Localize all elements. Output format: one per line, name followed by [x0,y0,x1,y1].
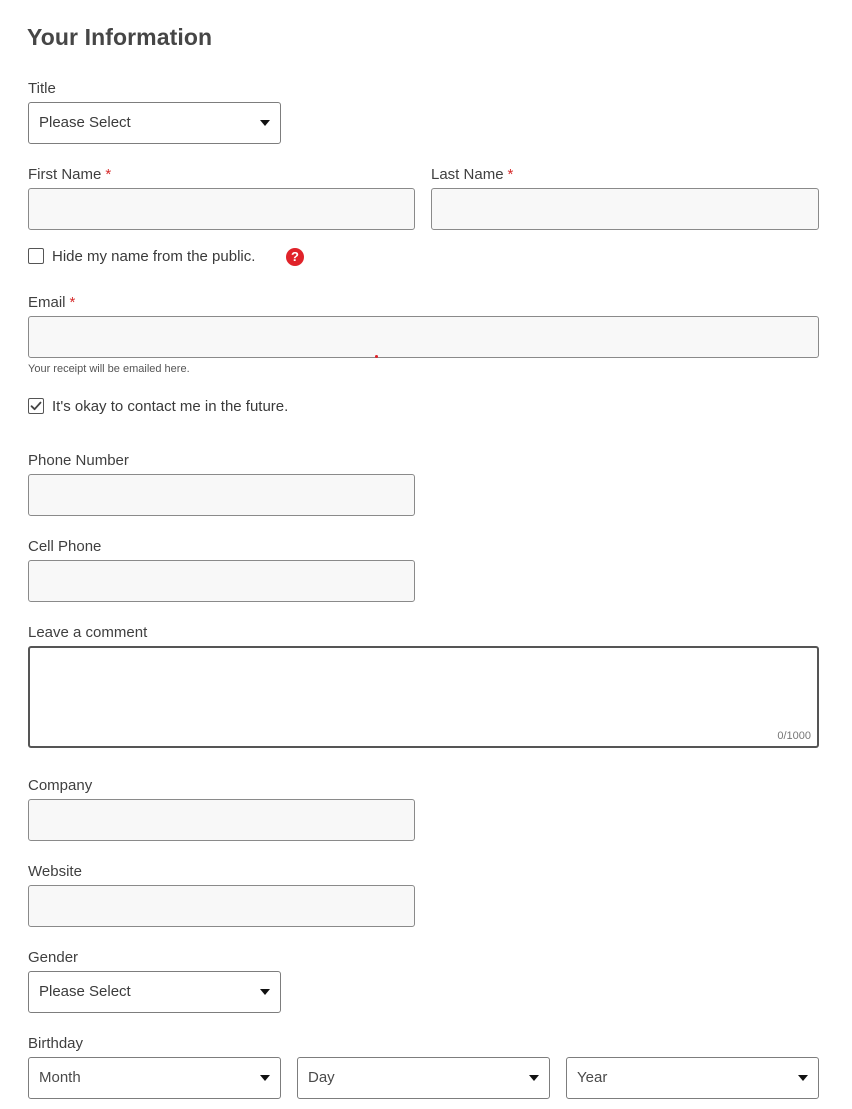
website-input[interactable] [28,885,415,927]
title-select[interactable] [28,102,281,144]
email-input[interactable] [28,316,819,358]
website-label: Website [28,863,82,880]
email-label [28,294,75,312]
comment-label: Leave a comment [28,624,148,641]
checkmark-icon [29,399,43,413]
birthday-month-value: Month [39,1069,81,1086]
first-name-label-text: First Name [28,166,102,183]
birthday-month-select[interactable] [28,1057,281,1099]
cell-label: Cell Phone [28,538,102,555]
first-name-label [28,166,111,184]
chevron-down-icon [798,1075,808,1081]
email-label-text: Email [28,294,66,311]
email-hint: Your receipt will be emailed here. [28,363,190,375]
comment-textarea[interactable] [28,646,819,748]
chevron-down-icon [260,989,270,995]
phone-label: Phone Number [28,452,129,469]
phone-input[interactable] [28,474,415,516]
title-label: Title [28,80,56,97]
gender-label: Gender [28,949,79,966]
birthday-day-value: Day [308,1069,335,1086]
birthday-year-value: Year [577,1069,608,1086]
gender-select-value: Please Select [39,983,131,1000]
comment-counter: 0/1000 [777,730,811,742]
required-marker: * [69,294,76,311]
gender-select[interactable] [28,971,281,1013]
company-input[interactable] [28,799,415,841]
last-name-label-text: Last Name [431,166,504,183]
chevron-down-icon [260,120,270,126]
hide-name-checkbox[interactable] [28,248,44,264]
title-select-value: Please Select [39,114,131,131]
company-label: Company [28,777,93,794]
last-name-input[interactable] [431,188,819,230]
required-marker: * [105,166,112,183]
birthday-day-select[interactable] [297,1057,550,1099]
hide-name-label: Hide my name from the public. [52,248,256,265]
last-name-label [431,166,513,184]
contact-ok-checkbox[interactable] [28,398,44,414]
section-title: Your Information [27,24,213,50]
cell-input[interactable] [28,560,415,602]
contact-ok-label: It's okay to contact me in the future. [52,398,289,415]
question-icon[interactable]: ? [286,248,304,266]
cursor-dot [375,355,378,358]
chevron-down-icon [260,1075,270,1081]
chevron-down-icon [529,1075,539,1081]
required-marker: * [507,166,514,183]
birthday-year-select[interactable] [566,1057,819,1099]
first-name-input[interactable] [28,188,415,230]
birthday-label: Birthday [28,1035,84,1052]
